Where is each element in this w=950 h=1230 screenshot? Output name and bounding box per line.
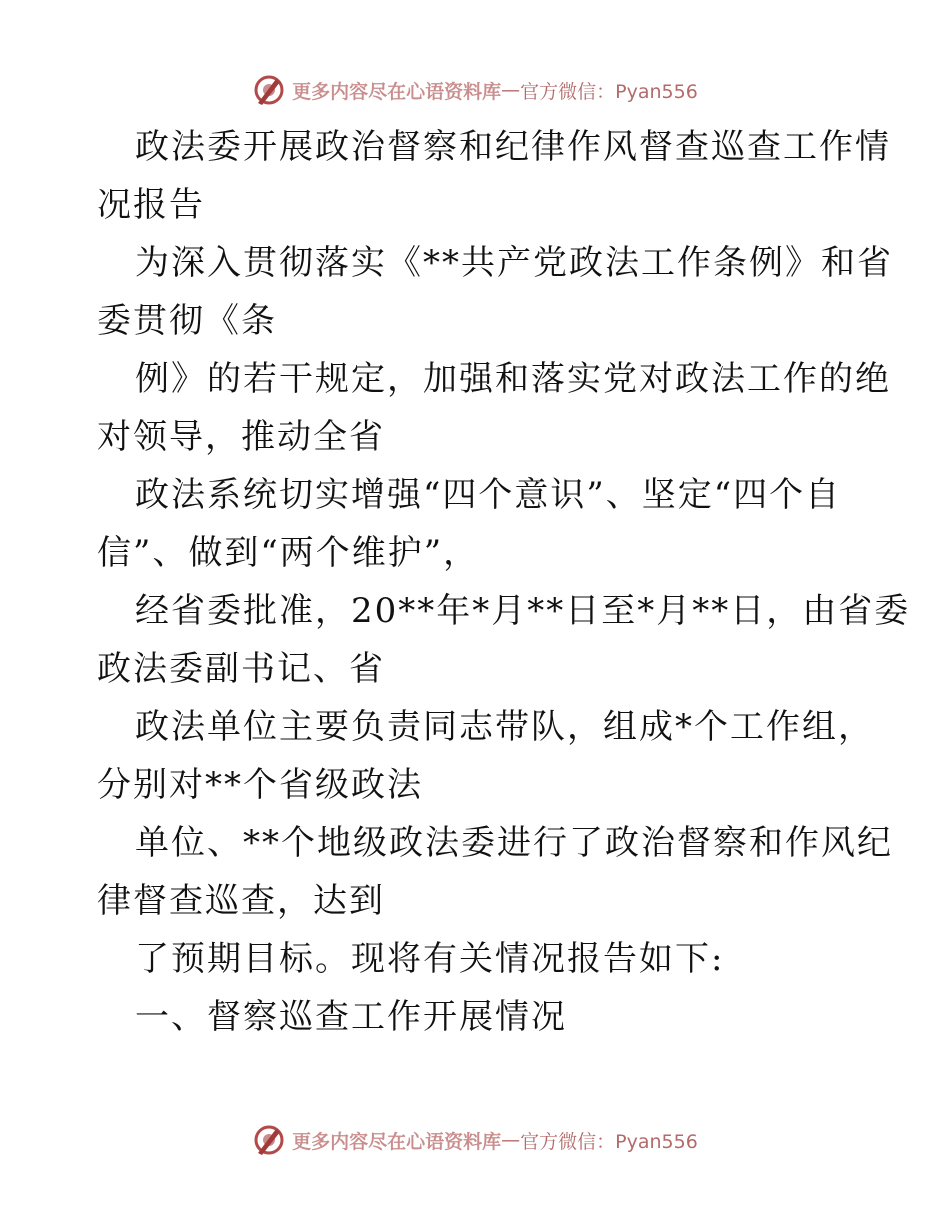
title-line-2: 况报告 [97, 185, 205, 225]
paragraph-line: 经省委批准，20**年*月**日至*月**日，由省委 [135, 591, 911, 631]
paragraph-line: 政法委副书记、省 [97, 649, 385, 689]
paragraph-line: 分别对**个省级政法 [97, 765, 423, 805]
paragraph-line: 律督查巡查，达到 [97, 881, 385, 921]
footer-wechat-id: 官方微信：Pyan556 [520, 1130, 698, 1153]
footer-watermark-separator: — [501, 1129, 521, 1151]
title-line-1: 政法委开展政治督察和纪律作风督查巡查工作情 [135, 127, 891, 167]
paragraph-line: 信”、做到“两个维护”， [97, 533, 480, 573]
document-body [97, 118, 911, 1046]
footer-watermark-text: 更多内容尽在心语资料库 [292, 1130, 502, 1153]
paragraph-line: 为深入贯彻落实《**共产党政法工作条例》和省 [135, 243, 893, 283]
paragraph-line: 了预期目标。现将有关情况报告如下: [135, 939, 725, 979]
header-wechat-id: 官方微信：Pyan556 [520, 80, 698, 103]
header-watermark [0, 70, 950, 110]
quill-logo-icon [252, 1123, 286, 1157]
paragraph-line: 政法单位主要负责同志带队，组成*个工作组， [135, 707, 874, 747]
paragraph-line: 委贯彻《条 [97, 301, 277, 341]
header-watermark-separator: — [501, 79, 521, 101]
paragraph-line: 对领导，推动全省 [97, 417, 385, 457]
section-heading: 一、督察巡查工作开展情况 [135, 997, 567, 1037]
footer-watermark [0, 1120, 950, 1160]
header-watermark-text: 更多内容尽在心语资料库 [292, 80, 502, 103]
paragraph-line: 政法系统切实增强“四个意识”、坚定“四个自 [135, 475, 842, 515]
quill-logo-icon [252, 73, 286, 107]
paragraph-line: 单位、**个地级政法委进行了政治督察和作风纪 [135, 823, 893, 863]
paragraph-line: 例》的若干规定，加强和落实党对政法工作的绝 [135, 359, 891, 399]
